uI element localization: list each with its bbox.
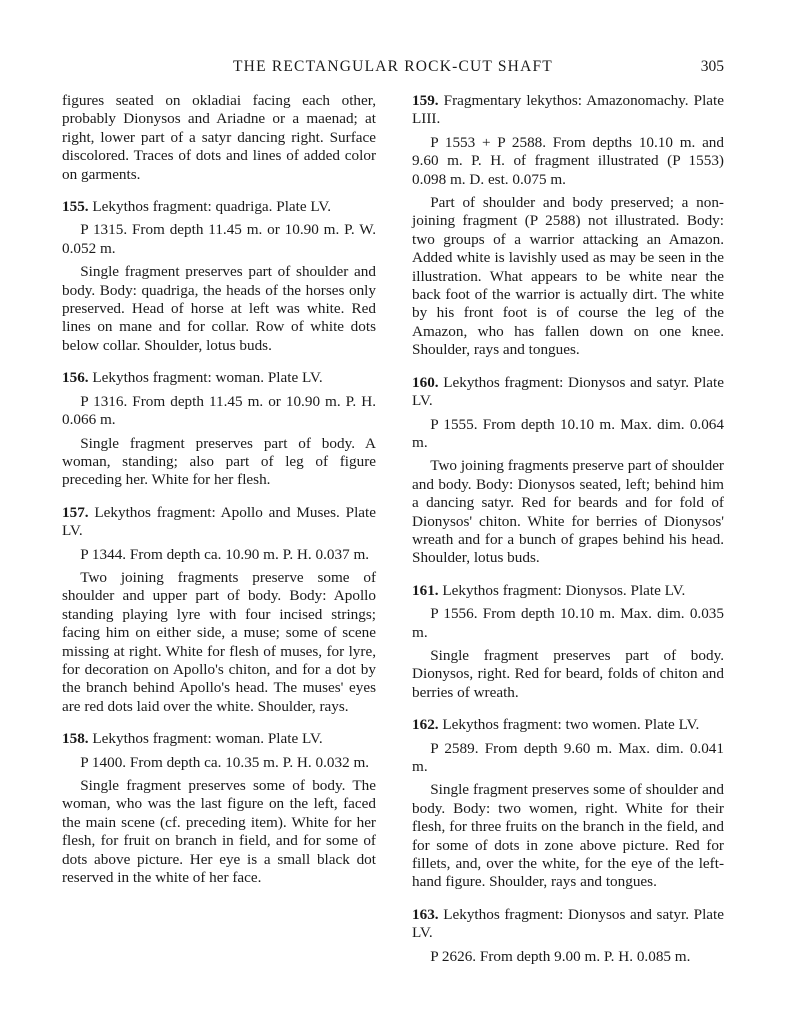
catalog-entry-159 — [412, 92, 724, 360]
entry-number: 161. — [412, 581, 439, 599]
entry-number: 163. — [412, 905, 439, 923]
catalog-entry-163 — [412, 906, 724, 966]
entry-heading — [412, 374, 724, 411]
catalog-entry-157 — [62, 504, 376, 716]
entry-number: 162. — [412, 716, 439, 734]
entry-number: 157. — [62, 503, 89, 521]
entry-description: Single fragment preserves part of shoulder and body. Body: quadriga, the heads of the horses only preserved. Head of horse at left was white. Red lines on mane and for collar. Row of white dots below collar. Shoulder, lotus buds. — [62, 263, 376, 354]
entry-title: Lekythos fragment: woman. Plate LV. — [92, 730, 323, 748]
running-head: THE RECTANGULAR ROCK-CUT SHAFT — [233, 58, 553, 75]
catalog-entry-160 — [412, 374, 724, 568]
entry-title: Lekythos fragment: two women. Plate LV. — [442, 716, 700, 734]
entry-description: Single fragment preserves part of body. A woman, standing; also part of leg of figure preceding her. White for her flesh. — [62, 434, 376, 489]
entry-meta: P 1316. From depth 11.45 m. or 10.90 m. P. H. 0.066 m. — [62, 392, 376, 429]
entry-heading — [412, 582, 724, 600]
entry-meta: P 1400. From depth ca. 10.35 m. P. H. 0.032 m. — [80, 753, 370, 771]
entry-heading — [412, 906, 724, 943]
right-column — [412, 92, 724, 971]
entry-meta: P 1315. From depth 11.45 m. or 10.90 m. P. W. 0.052 m. — [62, 221, 376, 257]
catalog-entry-156 — [62, 369, 376, 489]
catalog-entry-155 — [62, 198, 376, 355]
entry-description: Two joining fragments preserve some of shoulder and upper part of body. Body: Apollo standing playing lyre with four incised strings; facing him on either side, a muse; some of scene missing at right. White for flesh of muses, for lyre, for decoration on Apollo's chiton, and for a dot by the branch behind Apollo's head. The muses' eyes are red dots laid over the white. Shoulder, rays. — [62, 568, 376, 715]
entry-description: Two joining fragments preserve part of shoulder and body. Body: Dionysos seated, left; behind him a dancing satyr. Red for beards and for fold of Dionysos' chiton. White for berries of Dionysos' wreath and for a bunch of grapes behind his head. Shoulder, lotus buds. — [412, 457, 724, 567]
entry-title: Fragmentary lekythos: Amazonomachy. Plate LIII. — [412, 92, 725, 128]
entry-heading — [62, 369, 376, 387]
entry-title: Lekythos fragment: Apollo and Muses. Plate LV. — [62, 503, 376, 540]
entry-title: Lekythos fragment: Dionysos. Plate LV. — [442, 581, 686, 599]
entry-heading — [62, 730, 376, 748]
entry-meta: P 1344. From depth ca. 10.90 m. P. H. 0.037 m. — [80, 545, 370, 563]
entry-number: 158. — [62, 730, 89, 748]
page-number: 305 — [700, 58, 724, 75]
entry-number: 156. — [62, 369, 89, 387]
entry-number: 160. — [412, 373, 439, 391]
entry-meta: P 1555. From depth 10.10 m. Max. dim. 0.064 m. — [412, 415, 724, 451]
page-header — [62, 56, 724, 80]
entry-title: Lekythos fragment: woman. Plate LV. — [92, 369, 323, 387]
left-column — [62, 92, 376, 887]
entry-title: Lekythos fragment: Dionysos and satyr. Plate LV. — [412, 905, 724, 942]
entry-description: Single fragment preserves some of shoulder and body. Body: two women, right. White for their flesh, for three fruits on the branch in the field, and for some of dots in zone above picture. Red for fillets, and, over the white, for the eye of the left-hand figure. Shoulder, rays and tongues. — [412, 781, 724, 891]
entry-number: 159. — [412, 92, 439, 109]
entry-heading — [412, 716, 724, 734]
entry-title: Lekythos fragment: quadriga. Plate LV. — [92, 198, 332, 216]
entry-meta: P 2626. From depth 9.00 m. P. H. 0.085 m. — [430, 947, 691, 965]
entry-description: Single fragment preserves some of body. The woman, who was the last figure on the left, faced the main scene (cf. preceding item). White for her flesh, for fruit on branch in field, and for some of dots above picture. Her eye is a small black dot reserved in the white of her face. — [62, 777, 376, 887]
catalog-entry-158 — [62, 730, 376, 887]
catalog-entry-161 — [412, 582, 724, 702]
entry-heading — [412, 92, 724, 129]
entry-description: Part of shoulder and body preserved; a non-joining fragment (P 2588) not illustrated. Body: two groups of a warrior attacking an Amazon. Added white is lavishly used as may be seen in the illustration. What appears to be white near the back foot of the warrior is actually dirt. The white by his front foot is of course the leg of the Amazon, who has fallen down on one knee. Shoulder, rays and tongues. — [412, 194, 724, 359]
catalog-entry-162 — [412, 716, 724, 892]
entry-number: 155. — [62, 198, 89, 216]
entry-heading — [62, 504, 376, 541]
entry-title: Lekythos fragment: Dionysos and satyr. Plate LV. — [412, 373, 724, 410]
entry-meta: P 2589. From depth 9.60 m. Max. dim. 0.041 m. — [412, 739, 724, 775]
entry-meta: P 1553 + P 2588. From depths 10.10 m. and 9.60 m. P. H. of fragment illustrated (P 1553) 0.098 m. D. est. 0.075 m. — [412, 133, 724, 188]
entry-description: Single fragment preserves part of body. Dionysos, right. Red for beard, folds of chiton and berries of wreath. — [412, 646, 724, 701]
entry-meta: P 1556. From depth 10.10 m. Max. dim. 0.035 m. — [412, 605, 724, 641]
continuation-paragraph: figures seated on okladiai facing each other, probably Dionysos and Ariadne or a maenad; at right, lower part of a satyr dancing right. Surface discolored. Traces of dots and lines of added color on garments. — [62, 92, 376, 183]
entry-heading — [62, 198, 376, 216]
